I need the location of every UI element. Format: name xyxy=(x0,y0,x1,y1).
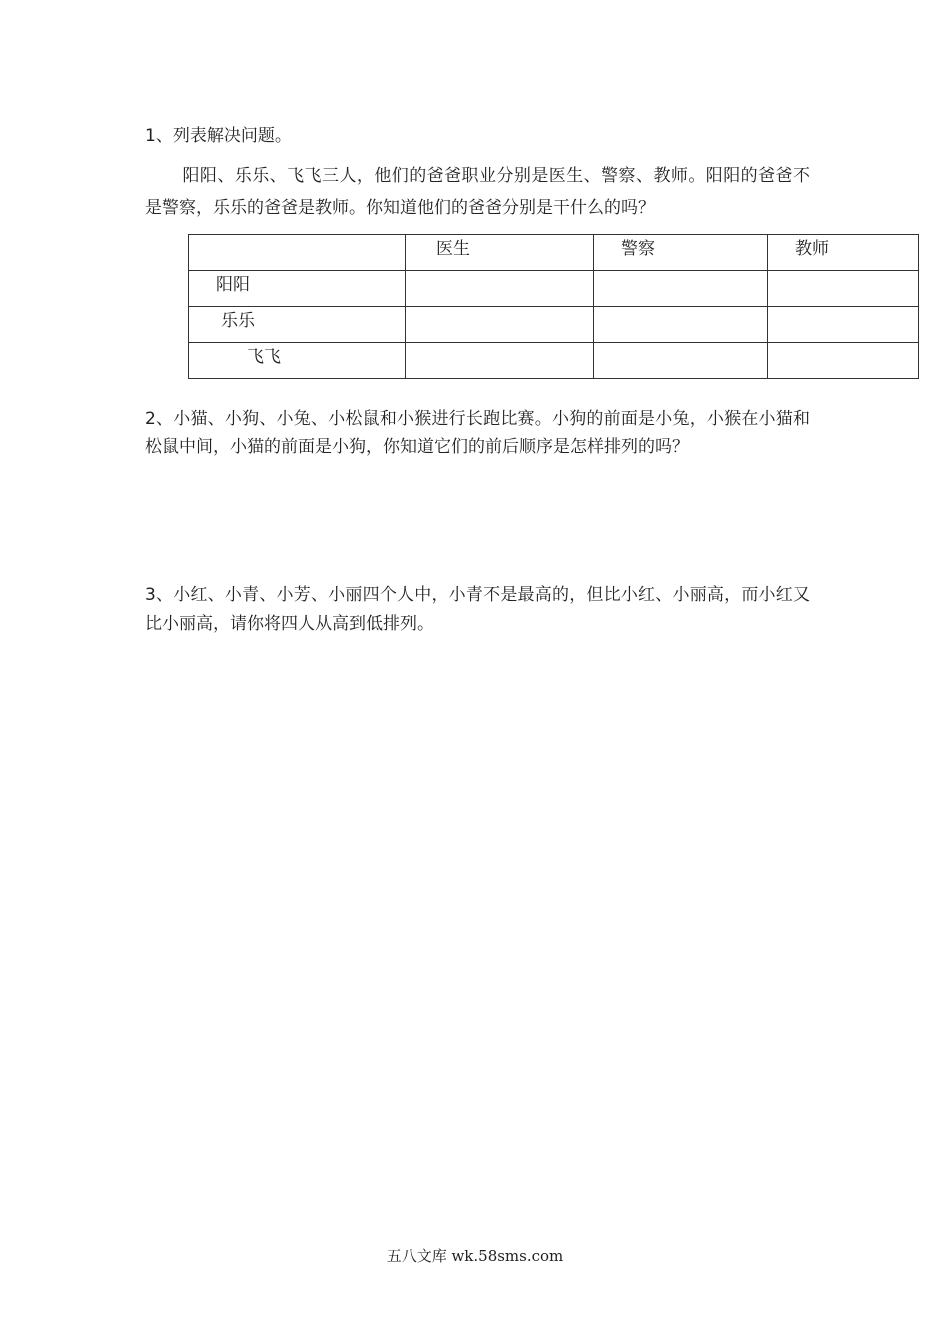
table-header-cell-empty xyxy=(189,235,406,271)
question-1-text: 阳阳、乐乐、飞飞三人，他们的爸爸职业分别是医生、警察、教师。阳阳的爸爸不是警察，乐乐的爸爸是教师。你知道他们的爸爸分别是干什么的吗？ xyxy=(145,166,810,218)
question-3-text: 3、小红、小青、小芳、小丽四个人中，小青不是最高的，但比小红、小丽高，而小红又比小丽高，请你将四人从高到低排列。 xyxy=(145,585,810,634)
table-row xyxy=(189,271,919,307)
table-cell xyxy=(406,343,594,379)
table-row xyxy=(189,343,919,379)
row-label-yangyang: 阳阳 xyxy=(189,271,406,307)
table-cell xyxy=(768,343,919,379)
table-header-row xyxy=(189,235,919,271)
table-cell xyxy=(594,271,768,307)
table-cell xyxy=(594,307,768,343)
table-cell xyxy=(594,343,768,379)
table-cell xyxy=(406,307,594,343)
question-1-title: 1、列表解决问题。 xyxy=(145,126,292,146)
answer-table xyxy=(188,234,919,379)
question-2-text: 2、小猫、小狗、小兔、小松鼠和小猴进行长跑比赛。小狗的前面是小兔，小猴在小猫和松鼠中间，小猫的前面是小狗，你知道它们的前后顺序是怎样排列的吗？ xyxy=(145,409,810,457)
question-1-body xyxy=(145,160,810,224)
table-cell xyxy=(768,271,919,307)
table-row xyxy=(189,307,919,343)
row-label-lele: 乐乐 xyxy=(189,307,406,343)
row-label-feifei: 飞飞 xyxy=(189,343,406,379)
table-header-cell-doctor: 医生 xyxy=(406,235,594,271)
footer-watermark: 五八文库 wk.58sms.com xyxy=(386,1247,564,1265)
table-cell xyxy=(406,271,594,307)
table-header-cell-teacher: 教师 xyxy=(768,235,919,271)
table-header-cell-police: 警察 xyxy=(594,235,768,271)
table-cell xyxy=(768,307,919,343)
